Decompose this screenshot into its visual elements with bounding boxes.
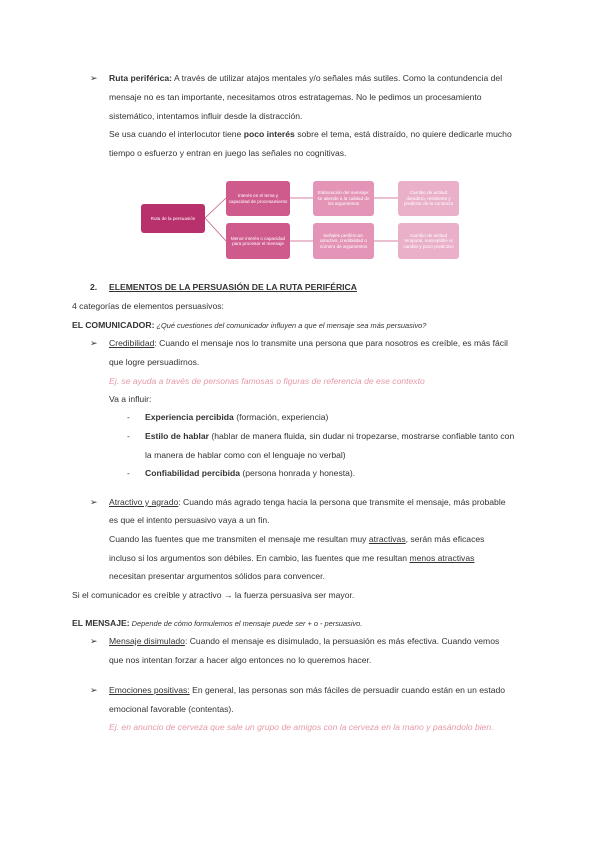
emociones-line2: emocional favorable (contentas).	[109, 704, 234, 714]
atractivo-line2: es que el intento persuasivo vaya a un fin.	[109, 515, 270, 525]
atractivo-line1	[109, 496, 506, 508]
bullet-arrow-icon: ➢	[90, 636, 98, 646]
credibilidad-item-3	[145, 467, 355, 479]
mensaje-note: Depende de cómo formulemos el mensaje puede ser + o - persuasivo.	[129, 619, 363, 628]
credibilidad-item-2-cont: la manera de hablar como con el lenguaje no verbal)	[145, 450, 346, 460]
comunicador-summary: Si el comunicador es creíble y atractivo → la fuerza persuasiva ser mayor.	[72, 590, 355, 600]
ruta-term: Ruta periférica:	[109, 73, 173, 83]
disimulado-line1	[109, 635, 499, 647]
section2-title: ELEMENTOS DE LA PERSUASIÓN DE LA RUTA PERIFÉRICA	[109, 282, 357, 292]
atractivo-line4-u: menos atractivas	[409, 553, 475, 563]
item-2-rest: (hablar de manera fluida, sin dudar ni tropezarse, mostrarse confiable tanto con	[209, 431, 515, 441]
credibilidad-term: Credibilidad	[109, 338, 155, 348]
bullet-arrow-icon: ➢	[90, 73, 98, 83]
credibilidad-line1-text: : Cuando el mensaje nos lo transmite una persona que para nosotros es creíble, es más fácil	[154, 338, 508, 348]
atractivo-line3-b: , serán más eficaces	[405, 534, 485, 544]
item-1-rest: (formación, experiencia)	[233, 412, 329, 422]
dash-bullet: -	[127, 431, 130, 441]
comunicador-question: ¿Qué cuestiones del comunicador influyen a que el mensaje sea más persuasivo?	[154, 321, 427, 330]
dash-bullet: -	[127, 412, 130, 422]
comunicador-heading-line	[72, 319, 426, 332]
disimulado-line2: que nos intentan forzar a hacer algo entonces no lo queremos hacer.	[109, 655, 372, 665]
atractivo-line3-u: atractivas	[368, 534, 406, 544]
dash-bullet: -	[127, 468, 130, 478]
bullet-arrow-icon: ➢	[90, 497, 98, 507]
item-2-bold: Estilo de hablar	[145, 431, 209, 441]
credibilidad-example: Ej. se ayuda a través de personas famosas o figuras de referencia de ese contexto	[109, 376, 425, 386]
diagram-bot-mid-box: Menor interés o capacidad para procesar el mensaje	[226, 223, 290, 259]
diagram-top-mid-box: Interés en el tema y capacidad de procesamiento	[226, 181, 290, 216]
mensaje-heading: EL MENSAJE:	[72, 618, 130, 628]
emociones-term: Emociones positivas:	[109, 685, 190, 695]
credibilidad-va: Va a influir:	[109, 394, 152, 404]
atractivo-line4-a: incluso si los argumentos son débiles. En cambio, las fuentes que me resultan	[109, 553, 410, 563]
section2-number: 2.	[90, 282, 98, 292]
diagram-bot-right2-box: Cambio de actitud temporal, susceptible al cambio y poco predictivo	[398, 223, 459, 259]
ruta-line4-a: Se usa cuando el interlocutor tiene	[109, 129, 244, 139]
bullet-arrow-icon: ➢	[90, 685, 98, 695]
ruta-line4-b: sobre el tema, está distraído, no quiere dedicarle mucho	[294, 129, 512, 139]
bullet-arrow-icon: ➢	[90, 338, 98, 348]
ruta-line1-text: A través de utilizar atajos mentales y/o señales más sutiles. Como la contundencia del	[172, 73, 503, 83]
item-3-rest: (persona honrada y honesta).	[240, 468, 356, 478]
atractivo-term: Atractivo y agrado	[109, 497, 179, 507]
disimulado-term: Mensaje disimulado	[109, 636, 185, 646]
ruta-line4-bold: poco interés	[243, 129, 295, 139]
disimulado-line1-text: : Cuando el mensaje es disimulado, la persuasión es más efectiva. Cuando vemos	[184, 636, 500, 646]
diagram-bot-right1-box: Señales periféricas: atractivo, credibilidad o número de argumentos	[313, 223, 374, 259]
emociones-line1-text: En general, las personas son más fáciles de persuadir cuando están en un estado	[189, 685, 506, 695]
atractivo-line4	[109, 552, 474, 564]
atractivo-line3-a: Cuando las fuentes que me transmiten el mensaje me resultan muy	[109, 534, 369, 544]
ruta-line5: tiempo o esfuerzo y entran en juego las señales no cognitivas.	[109, 148, 347, 158]
atractivo-line5: necesitan presentar argumentos sólidos para convencer.	[109, 571, 325, 581]
credibilidad-line1	[109, 337, 508, 349]
diagram-top-right2-box: Cambio de actitud duradero, resistente y predictor de la conducta	[398, 181, 459, 216]
item-3-bold: Confiabilidad percibida	[145, 468, 241, 478]
ruta-line2: mensaje no es tan importante, necesitamos otros estratagemas. No le pedimos un procesamiento	[109, 92, 482, 102]
emociones-line1	[109, 684, 505, 696]
diagram-top-right1-box: Elaboración del mensaje: se atiende a la calidad de los argumentos	[313, 181, 374, 216]
emociones-example: Ej. en anuncio de cerveza que sale un grupo de amigos con la cerveza en la mano y pasándolo bien.	[109, 722, 494, 732]
comunicador-heading: EL COMUNICADOR:	[72, 320, 155, 330]
item-1-bold: Experiencia percibida	[145, 412, 234, 422]
diagram-root-box: Ruta de la persuasión	[141, 204, 205, 233]
credibilidad-item-1	[145, 411, 328, 423]
credibilidad-item-2	[145, 430, 514, 442]
mensaje-heading-line	[72, 617, 362, 630]
ruta-line3: sistemático, intentamos influir desde la distracción.	[109, 111, 303, 121]
section2-intro: 4 categorías de elementos persuasivos:	[72, 301, 224, 311]
atractivo-line3	[109, 533, 484, 545]
credibilidad-line2: que logre persuadirnos.	[109, 357, 200, 367]
atractivo-line1-text: : Cuando más agrado tenga hacia la persona que transmite el mensaje, más probable	[178, 497, 506, 507]
